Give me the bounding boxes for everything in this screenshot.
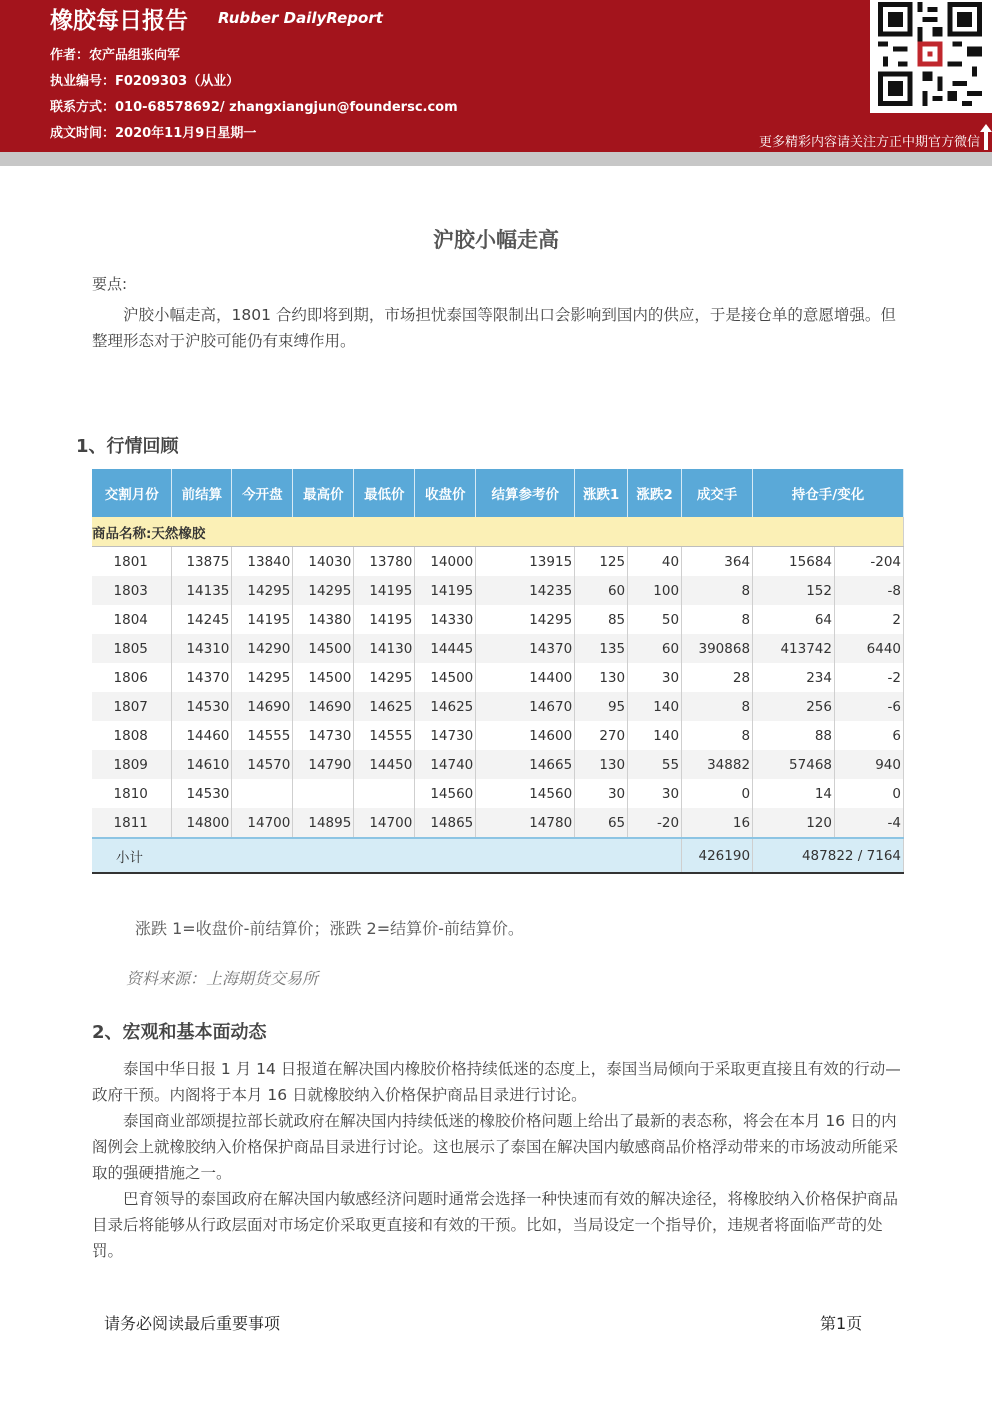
table-cell: 390868	[682, 634, 753, 663]
table-cell: -6	[835, 692, 904, 721]
table-row	[92, 721, 904, 750]
table-cell: 1805	[92, 634, 172, 663]
table-cell: 1804	[92, 605, 172, 634]
table-cell: -20	[628, 808, 682, 838]
table-cell: 14380	[293, 605, 354, 634]
table-cell: 50	[628, 605, 682, 634]
summary-text: 沪胶小幅走高，1801 合约即将到期，市场担忧泰国等限制出口会影响到国内的供应，于是接仓单的意愿增强。但整理形态对于沪胶可能仍有束缚作用。	[92, 306, 896, 350]
table-cell: 2	[835, 605, 904, 634]
table-cell: 364	[682, 547, 753, 577]
table-cell: 14625	[354, 692, 415, 721]
col-header: 前结算	[172, 469, 232, 517]
table-cell: 14030	[293, 547, 354, 577]
table-cell	[354, 779, 415, 808]
table-cell: 55	[628, 750, 682, 779]
table-row	[92, 547, 904, 577]
table-cell: 130	[575, 750, 628, 779]
table-cell: 1811	[92, 808, 172, 838]
table-cell: 13915	[476, 547, 575, 577]
col-header: 最高价	[293, 469, 354, 517]
table-cell: 14700	[232, 808, 293, 838]
report-date: 成文时间：2020年11月9日星期一	[50, 126, 257, 141]
table-cell: 130	[575, 663, 628, 692]
table-cell: 140	[628, 721, 682, 750]
contact-info: 联系方式：010-68578692/ zhangxiangjun@foundersc.com	[50, 100, 458, 115]
section-heading-macro: 2、宏观和基本面动态	[92, 1022, 267, 1043]
table-cell: 30	[628, 779, 682, 808]
table-cell: 30	[575, 779, 628, 808]
subtotal-row	[92, 838, 904, 873]
table-cell: 140	[628, 692, 682, 721]
table-cell: 14600	[476, 721, 575, 750]
table-cell: 60	[628, 634, 682, 663]
table-cell: 8	[682, 692, 753, 721]
table-cell: 14295	[354, 663, 415, 692]
table-cell: 13840	[232, 547, 293, 577]
table-cell: 14310	[172, 634, 232, 663]
table-cell: 8	[682, 605, 753, 634]
table-cell: 940	[835, 750, 904, 779]
table-cell: 6	[835, 721, 904, 750]
table-row	[92, 692, 904, 721]
col-header: 涨跌1	[575, 469, 628, 517]
market-table	[92, 469, 904, 874]
table-cell: 0	[835, 779, 904, 808]
section-heading-market: 1、行情回顾	[76, 436, 179, 457]
col-header: 今开盘	[232, 469, 293, 517]
table-cell: 14195	[232, 605, 293, 634]
table-cell: 14700	[354, 808, 415, 838]
table-cell: 1808	[92, 721, 172, 750]
subtotal-open-interest: 487822 / 7164	[753, 838, 904, 873]
report-title: 橡胶每日报告	[50, 8, 188, 34]
table-cell: 14530	[172, 692, 232, 721]
table-cell: 14730	[293, 721, 354, 750]
table-cell: 8	[682, 576, 753, 605]
table-cell: 14295	[232, 576, 293, 605]
table-cell: 1809	[92, 750, 172, 779]
table-cell: 88	[753, 721, 835, 750]
table-cell: 14500	[415, 663, 476, 692]
col-header: 交割月份	[92, 469, 172, 517]
table-cell: 14625	[415, 692, 476, 721]
table-cell: 57468	[753, 750, 835, 779]
follow-note: 更多精彩内容请关注方正中期官方微信	[758, 135, 980, 150]
table-cell: 14560	[415, 779, 476, 808]
table-cell: 15684	[753, 547, 835, 577]
table-cell: 14370	[476, 634, 575, 663]
license-number: 执业编号：F0209303（从业）	[50, 74, 240, 89]
table-cell: 14790	[293, 750, 354, 779]
table-cell: 8	[682, 721, 753, 750]
table-cell: 234	[753, 663, 835, 692]
col-header: 涨跌2	[628, 469, 682, 517]
table-cell: 13780	[354, 547, 415, 577]
col-header: 最低价	[354, 469, 415, 517]
table-cell: 14555	[232, 721, 293, 750]
table-cell: 14135	[172, 576, 232, 605]
table-cell: 14555	[354, 721, 415, 750]
table-cell: 14800	[172, 808, 232, 838]
table-cell: 14460	[172, 721, 232, 750]
table-cell: 60	[575, 576, 628, 605]
qr-code-icon	[878, 2, 982, 106]
table-cell: 14	[753, 779, 835, 808]
table-row	[92, 634, 904, 663]
table-cell: 270	[575, 721, 628, 750]
table-cell: 14670	[476, 692, 575, 721]
table-cell: 14865	[415, 808, 476, 838]
table-cell: 1801	[92, 547, 172, 577]
table-row	[92, 576, 904, 605]
table-cell: -2	[835, 663, 904, 692]
table-cell: 14450	[354, 750, 415, 779]
table-cell: 14690	[232, 692, 293, 721]
table-cell: -204	[835, 547, 904, 577]
table-cell: 14130	[354, 634, 415, 663]
table-cell: 40	[628, 547, 682, 577]
table-cell: 14195	[354, 605, 415, 634]
table-cell: 14235	[476, 576, 575, 605]
table-cell: 95	[575, 692, 628, 721]
table-cell: 14245	[172, 605, 232, 634]
table-cell: 1806	[92, 663, 172, 692]
table-row	[92, 750, 904, 779]
summary-label: 要点:	[92, 275, 128, 293]
table-cell: -8	[835, 576, 904, 605]
table-cell: 28	[682, 663, 753, 692]
table-row	[92, 808, 904, 838]
report-title-en: Rubber DailyReport	[218, 9, 383, 27]
page-number: 第1页	[820, 1314, 863, 1333]
table-cell: 85	[575, 605, 628, 634]
table-cell: 14295	[293, 576, 354, 605]
table-cell: 125	[575, 547, 628, 577]
table-cell	[293, 779, 354, 808]
table-row	[92, 779, 904, 808]
table-cell: 14730	[415, 721, 476, 750]
subtotal-label: 小计	[92, 838, 682, 873]
table-cell: 13875	[172, 547, 232, 577]
table-cell: 14445	[415, 634, 476, 663]
table-cell: 152	[753, 576, 835, 605]
table-cell: 14530	[172, 779, 232, 808]
table-cell: 14740	[415, 750, 476, 779]
table-cell	[232, 779, 293, 808]
table-cell: 34882	[682, 750, 753, 779]
table-cell: 14400	[476, 663, 575, 692]
table-cell: 120	[753, 808, 835, 838]
table-cell: 14500	[293, 634, 354, 663]
table-cell: 14690	[293, 692, 354, 721]
col-header: 收盘价	[415, 469, 476, 517]
news-paragraph: 泰国商业部颂提拉部长就政府在解决国内持续低迷的橡胶价格问题上给出了最新的表态称，将会在本月 16 日的内阁例会上就橡胶纳入价格保护商品目录进行讨论。这也展示了泰国在解决国内敏感商品价格浮动带来的市场波动所能采取的强硬措施之一。	[92, 1112, 899, 1182]
table-cell: 14560	[476, 779, 575, 808]
table-cell: 64	[753, 605, 835, 634]
table-cell: 14370	[172, 663, 232, 692]
table-cell: 14290	[232, 634, 293, 663]
table-note: 涨跌 1=收盘价-前结算价；涨跌 2=结算价-前结算价。	[135, 919, 524, 938]
table-cell: 6440	[835, 634, 904, 663]
table-cell: 1807	[92, 692, 172, 721]
table-cell: 14500	[293, 663, 354, 692]
table-row	[92, 605, 904, 634]
col-header: 成交手	[682, 469, 753, 517]
table-cell: 1810	[92, 779, 172, 808]
table-cell: 14780	[476, 808, 575, 838]
news-paragraph: 巴育领导的泰国政府在解决国内敏感经济问题时通常会选择一种快速而有效的解决途径，将橡胶纳入价格保护商品目录后将能够从行政层面对市场定价采取更直接和有效的干预。比如，当局设定一个指导价，违规者将面临严苛的处罚。	[92, 1190, 899, 1260]
table-cell: 413742	[753, 634, 835, 663]
table-cell: 30	[628, 663, 682, 692]
col-header: 持仓手/变化	[753, 469, 904, 517]
table-cell: 14195	[415, 576, 476, 605]
table-cell: 14570	[232, 750, 293, 779]
table-cell: 1803	[92, 576, 172, 605]
table-cell: 14000	[415, 547, 476, 577]
subtotal-volume: 426190	[682, 838, 753, 873]
page-title: 沪胶小幅走高	[433, 228, 559, 252]
table-cell: 16	[682, 808, 753, 838]
table-cell: 14195	[354, 576, 415, 605]
table-row	[92, 663, 904, 692]
table-header-row	[92, 469, 904, 517]
header-divider	[0, 152, 992, 166]
arrow-up-icon	[980, 124, 992, 150]
table-cell: 135	[575, 634, 628, 663]
category-row	[92, 517, 904, 547]
table-cell: 14295	[232, 663, 293, 692]
table-cell: 14610	[172, 750, 232, 779]
table-cell: 65	[575, 808, 628, 838]
table-cell: 14295	[476, 605, 575, 634]
table-cell: 100	[628, 576, 682, 605]
table-cell: 256	[753, 692, 835, 721]
table-cell: 14895	[293, 808, 354, 838]
news-paragraph: 泰国中华日报 1 月 14 日报道在解决国内橡胶价格持续低迷的态度上，泰国当局倾向于采取更直接且有效的行动—政府干预。内阁将于本月 16 日就橡胶纳入价格保护商品目录进行讨论。	[92, 1060, 901, 1104]
author: 作者：农产品组张向军	[50, 48, 181, 63]
table-cell: 0	[682, 779, 753, 808]
disclaimer-notice: 请务必阅读最后重要事项	[104, 1314, 281, 1333]
table-cell: 14330	[415, 605, 476, 634]
col-header: 结算参考价	[476, 469, 575, 517]
table-cell: 14665	[476, 750, 575, 779]
category-label: 商品名称:天然橡胶	[92, 517, 904, 547]
data-source: 资料来源：上海期货交易所	[126, 969, 319, 988]
table-cell: -4	[835, 808, 904, 838]
